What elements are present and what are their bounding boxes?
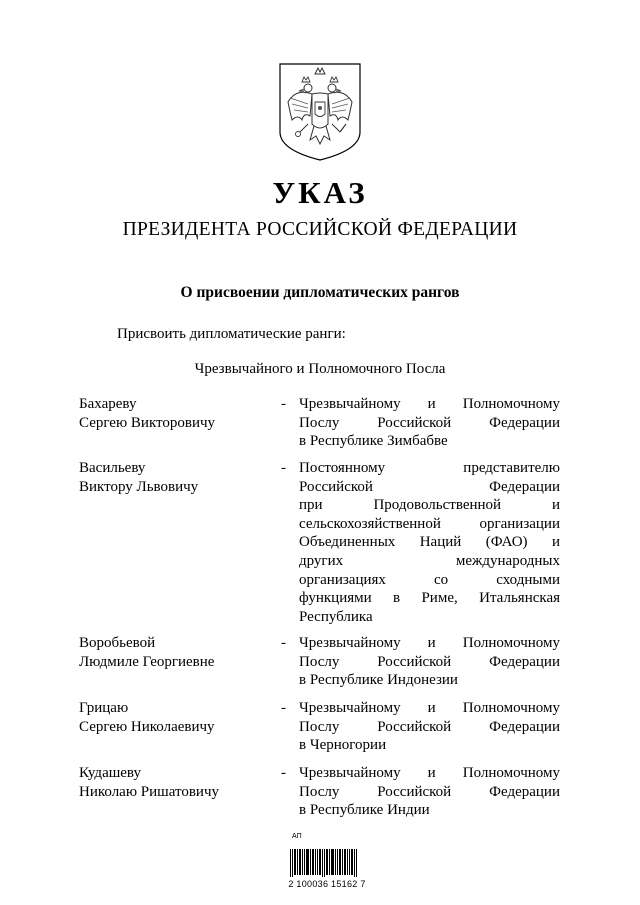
- publisher-logo: АП: [292, 833, 302, 840]
- position-description: [299, 634, 560, 690]
- dash-separator: -: [281, 700, 286, 716]
- desc-line: Послу Российской Федерации: [299, 653, 560, 670]
- name-line: Людмиле Георгиевне: [79, 653, 215, 670]
- position-description: [299, 395, 560, 451]
- name-line: Виктору Львовичу: [79, 478, 199, 495]
- desc-line: функциями в Риме, Итальянская: [299, 590, 560, 607]
- dash-separator: -: [281, 765, 286, 781]
- appointee-name: [79, 699, 269, 736]
- decree-subtitle: ПРЕЗИДЕНТА РОССИЙСКОЙ ФЕДЕРАЦИИ: [122, 219, 518, 240]
- desc-line: сельскохозяйственной организации: [299, 515, 560, 532]
- desc-line: Республика: [299, 608, 373, 625]
- desc-line: Чрезвычайному и Полномочному: [299, 765, 560, 781]
- name-line: Кудашеву: [79, 765, 141, 781]
- position-description: [299, 459, 560, 626]
- name-line: Сергею Викторовичу: [79, 414, 216, 431]
- appointee-name: [79, 764, 269, 801]
- desc-line: Чрезвычайному и Полномочному: [299, 700, 560, 716]
- desc-line: Послу Российской Федерации: [299, 414, 560, 431]
- barcode-number: 2 100036 15162 7: [288, 879, 366, 889]
- desc-line: Чрезвычайному и Полномочному: [299, 635, 560, 651]
- barcode-block: [282, 833, 372, 893]
- name-line: Грицаю: [79, 700, 129, 716]
- dash-separator: -: [281, 460, 286, 476]
- name-line: Васильеву: [79, 460, 146, 476]
- desc-line: Послу Российской Федерации: [299, 718, 560, 735]
- desc-line: Объединенных Наций (ФАО) и: [299, 534, 560, 551]
- desc-line: других международных: [299, 552, 560, 569]
- desc-line: в Черногории: [299, 737, 387, 754]
- appointee-name: [79, 395, 269, 432]
- desc-line: в Республике Индонезии: [299, 672, 458, 689]
- barcode-icon: [290, 849, 358, 877]
- decree-intro: Присвоить дипломатические ранги:: [117, 326, 346, 342]
- decree-heading: О присвоении дипломатических рангов: [180, 284, 460, 301]
- dash-separator: -: [281, 635, 286, 651]
- dash-separator: -: [281, 396, 286, 412]
- desc-line: Послу Российской Федерации: [299, 783, 560, 800]
- name-line: Бахареву: [79, 396, 137, 412]
- desc-line: Постоянному представителю: [299, 460, 560, 476]
- name-line: Воробьевой: [79, 635, 156, 651]
- desc-line: Чрезвычайному и Полномочному: [299, 396, 560, 412]
- name-line: Сергею Николаевичу: [79, 718, 215, 735]
- position-description: [299, 764, 560, 820]
- desc-line: при Продовольственной и: [299, 497, 560, 514]
- rank-title: Чрезвычайного и Полномочного Посла: [194, 361, 446, 377]
- desc-line: организациях со сходными: [299, 571, 560, 588]
- position-description: [299, 699, 560, 755]
- desc-line: в Республике Индии: [299, 802, 430, 819]
- decree-title: УКАЗ: [272, 175, 368, 210]
- desc-line: Российской Федерации: [299, 478, 560, 495]
- appointee-name: [79, 634, 269, 671]
- coat-of-arms-icon: [278, 62, 362, 162]
- appointee-name: [79, 459, 269, 496]
- desc-line: в Республике Зимбабве: [299, 433, 448, 450]
- name-line: Николаю Ришатовичу: [79, 783, 219, 800]
